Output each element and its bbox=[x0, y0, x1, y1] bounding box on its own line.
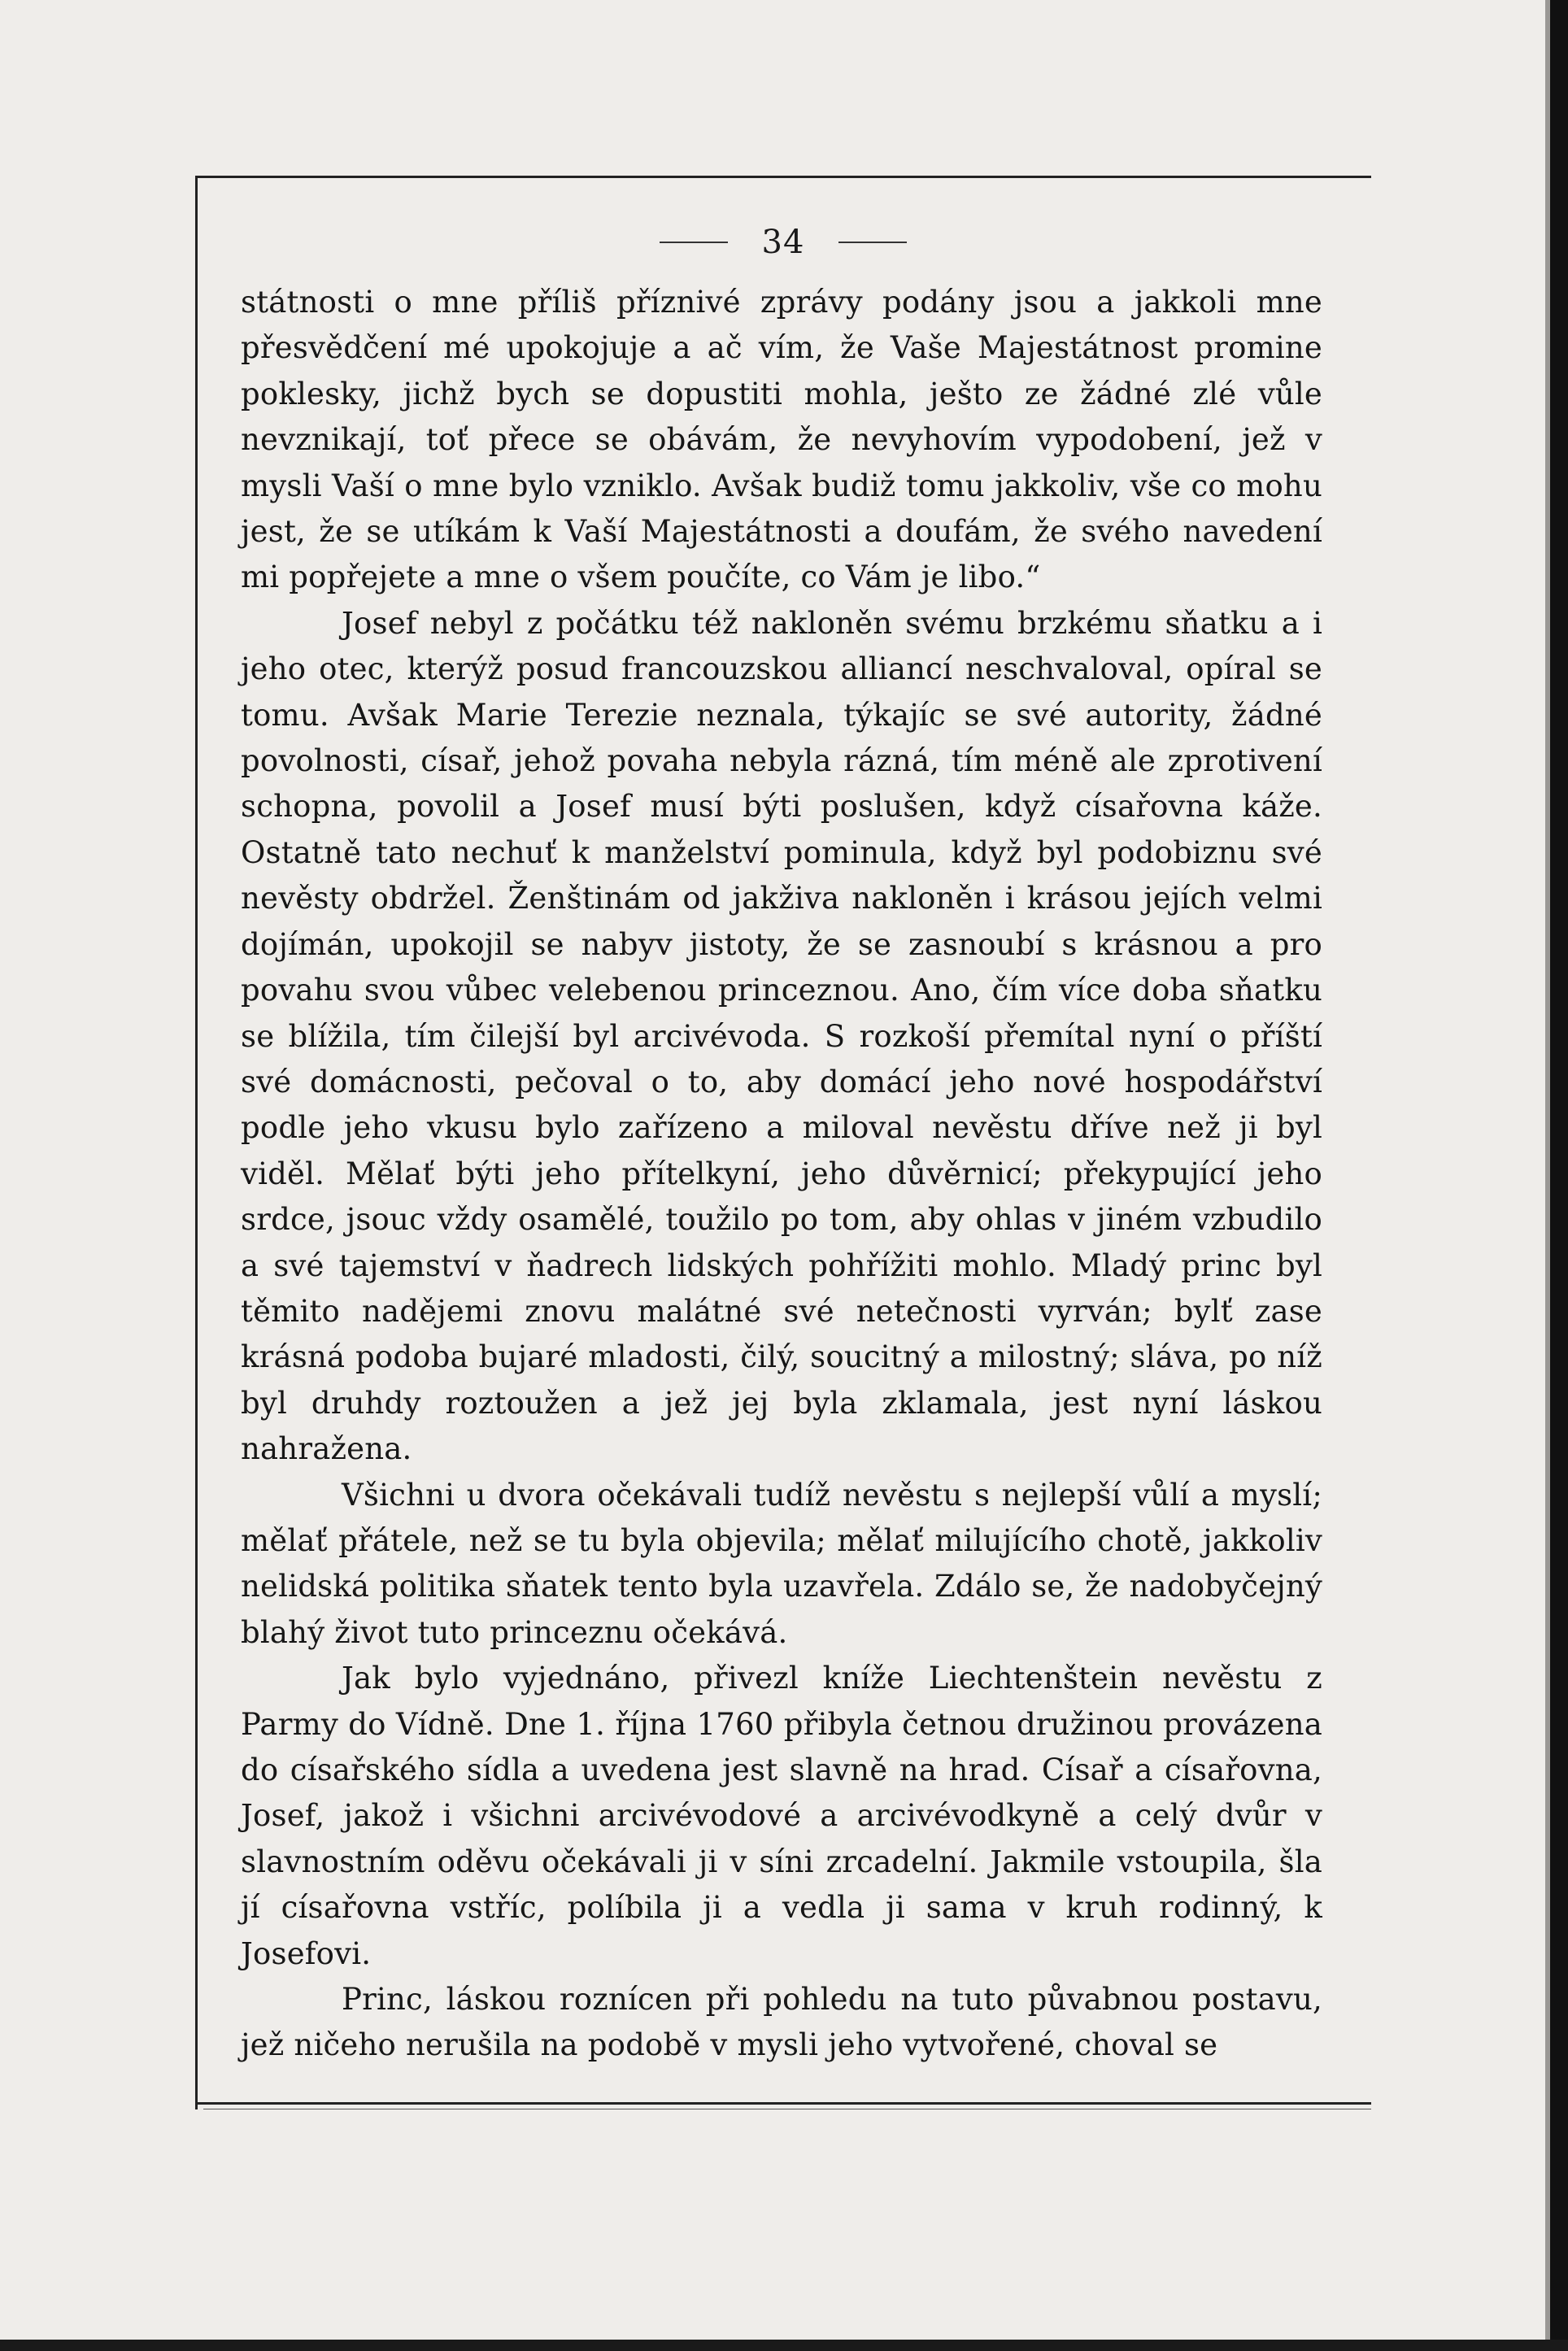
page-header bbox=[195, 218, 1371, 267]
body-text bbox=[241, 280, 1322, 2069]
scan-edge-right bbox=[1550, 0, 1568, 2351]
header-rule-left bbox=[660, 242, 728, 243]
paragraph-2: Josef nebyl z počátku též nakloněn svému brzkému sňatku a i jeho otec, kterýž posud francouzskou alliancí neschvaloval, opíral se tomu. Avšak Marie Terezie neznala, týkajíc se své autority, žádné povolnosti, císař, jehož povaha nebyla rázná, tím méně ale zprotivení schopna, povolil a Josef musí býti poslušen, když císařovna káže. Ostatně tato nechuť k manželství pominula, když byl podobiznu své nevěsty obdržel. Ženštinám od jakživa nakloněn i krásou jejích velmi dojímán, upokojil se nabyv jistoty, že se zasnoubí s krásnou a pro povahu svou vůbec velebenou princeznou. Ano, čím více doba sňatku se blížila, tím čilejší byl arcivévoda. S rozkoší přemítal nyní o příští své domácnosti, pečoval o to, aby domácí jeho nové hospodářství podle jeho vkusu bylo zařízeno a miloval nevěstu dříve než ji byl viděl. Mělať býti jeho přítelkyní, jeho důvěrnicí; překypující jeho srdce, jsouc vždy osamělé, toužilo po tom, aby ohlas v jiném vzbudilo a své tajemství v ňadrech lidských pohřížiti mohlo. Mladý princ byl těmito nadějemi znovu malátné své netečnosti vyrván; bylť zase krásná podoba bujaré mladosti, čilý, soucitný a milostný; sláva, po níž byl druhdy roztoužen a jež jej byla zklamala, jest nyní láskou nahražena. bbox=[241, 605, 1322, 1467]
paragraph-3: Všichni u dvora očekávali tudíž nevěstu s nejlepší vůlí a myslí; mělať přátele, než se tu byla objevila; mělať milujícího chotě, jakkoliv nelidská politika sňatek tento byla uzavřela. Zdálo se, že nadobyčejný blahý život tuto princeznu očekává. bbox=[241, 1477, 1322, 1650]
page-number: 34 bbox=[761, 224, 805, 261]
frame-bottom-rule bbox=[195, 2102, 1371, 2105]
paragraph-1: státnosti o mne příliš příznivé zprávy podány jsou a jakkoli mne přesvědčení mé upokojuje a ač vím, že Vaše Majestátnost promine poklesky, jichž bych se dopustiti mohla, ješto ze žádné zlé vůle nevznikají, toť přece se obávám, že nevyhovím vypodobení, jež v mysli Vaší o mne bylo vzniklo. Avšak budiž tomu jakkoliv, vše co mohu jest, že se utíkám k Vaší Majestátnosti a doufám, že svého navedení mi popřejete a mne o všem poučíte, co Vám je libo.“ bbox=[241, 285, 1322, 595]
paragraph-4: Jak bylo vyjednáno, přivezl kníže Liechtenštein nevěstu z Parmy do Vídně. Dne 1. října 1760 přibyla četnou družinou provázena do císařského sídla a uvedena jest slavně na hrad. Císař a císařovna, Josef, jakož i všichni arcivévodové a arcivévodkyně a celý dvůr v slavnostním oděvu očekávali ji v síni zrcadelní. Jakmile vstoupila, šla jí císařovna vstříc, políbila ji a vedla ji sama v kruh rodinný, k Josefovi. bbox=[241, 1661, 1322, 1971]
scan-edge-bottom bbox=[0, 2340, 1568, 2351]
paragraph-5: Princ, láskou roznícen při pohledu na tuto půvabnou postavu, jež ničeho nerušila na podobě v mysli jeho vytvořené, choval se bbox=[241, 1982, 1322, 2063]
header-rule-right bbox=[838, 242, 907, 243]
